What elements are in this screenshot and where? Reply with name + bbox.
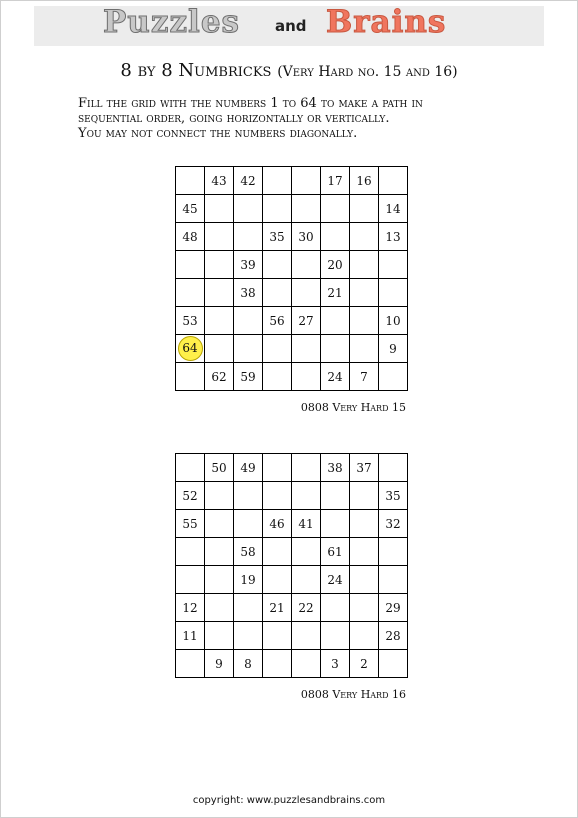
grid-cell[interactable]: 7 xyxy=(350,363,379,391)
logo-puzzles: Puzzles xyxy=(103,4,241,40)
grid-cell[interactable]: 42 xyxy=(234,167,263,195)
grid-cell[interactable]: 55 xyxy=(176,510,205,538)
grid-row xyxy=(176,650,408,678)
grid-cell[interactable]: 38 xyxy=(234,279,263,307)
grid-row xyxy=(176,167,408,195)
grid-cell[interactable] xyxy=(350,251,379,279)
grid-cell[interactable]: 38 xyxy=(321,454,350,482)
grid-cell[interactable]: 9 xyxy=(379,335,408,363)
grid-cell[interactable] xyxy=(263,251,292,279)
grid-cell[interactable] xyxy=(292,167,321,195)
grid-cell[interactable] xyxy=(205,223,234,251)
grid-row xyxy=(176,594,408,622)
grid-row xyxy=(176,622,408,650)
grid-cell[interactable] xyxy=(292,622,321,650)
grid-cell[interactable]: 24 xyxy=(321,566,350,594)
grid-cell[interactable] xyxy=(205,510,234,538)
grid-cell[interactable] xyxy=(263,195,292,223)
grid-cell[interactable] xyxy=(234,335,263,363)
grid-cell[interactable] xyxy=(321,622,350,650)
grid-cell[interactable] xyxy=(292,279,321,307)
title-sub: (Very Hard no. 15 and 16) xyxy=(277,64,458,80)
grid-cell[interactable] xyxy=(176,650,205,678)
grid-cell[interactable] xyxy=(350,307,379,335)
grid-cell[interactable] xyxy=(292,566,321,594)
grid-cell[interactable]: 8 xyxy=(234,650,263,678)
grid-cell[interactable]: 58 xyxy=(234,538,263,566)
grid-cell[interactable]: 62 xyxy=(205,363,234,391)
grid-cell[interactable] xyxy=(205,594,234,622)
grid-cell[interactable] xyxy=(350,538,379,566)
page-title xyxy=(0,60,578,83)
grid-row xyxy=(176,307,408,335)
grid-cell[interactable] xyxy=(292,454,321,482)
grid-cell[interactable] xyxy=(350,195,379,223)
grid-cell[interactable]: 27 xyxy=(292,307,321,335)
grid-cell[interactable] xyxy=(292,650,321,678)
grid-cell[interactable] xyxy=(205,566,234,594)
grid-cell[interactable] xyxy=(379,566,408,594)
logo-brains: Brains xyxy=(326,4,447,40)
grid-cell[interactable] xyxy=(292,251,321,279)
grid-cell[interactable] xyxy=(292,538,321,566)
puzzle-grid-15 xyxy=(175,166,408,391)
grid-cell[interactable] xyxy=(379,279,408,307)
grid-cell[interactable]: 9 xyxy=(205,650,234,678)
grid-cell[interactable]: 41 xyxy=(292,510,321,538)
grid-cell[interactable] xyxy=(234,482,263,510)
grid-cell[interactable] xyxy=(379,454,408,482)
grid-cell[interactable]: 16 xyxy=(350,167,379,195)
grid-cell[interactable] xyxy=(350,279,379,307)
grid-cell[interactable] xyxy=(292,363,321,391)
grid-cell[interactable]: 37 xyxy=(350,454,379,482)
grid-cell[interactable]: 20 xyxy=(321,251,350,279)
grid-cell[interactable] xyxy=(263,622,292,650)
grid-cell[interactable]: 50 xyxy=(205,454,234,482)
grid-cell[interactable]: 2 xyxy=(350,650,379,678)
grid-row xyxy=(176,566,408,594)
grid-cell[interactable] xyxy=(234,594,263,622)
puzzle-grid-16 xyxy=(175,453,408,678)
grid-cell[interactable] xyxy=(205,482,234,510)
grid-cell[interactable] xyxy=(176,251,205,279)
grid-cell[interactable]: 19 xyxy=(234,566,263,594)
grid-cell[interactable] xyxy=(234,510,263,538)
grid-cell[interactable]: 56 xyxy=(263,307,292,335)
grid-cell[interactable]: 17 xyxy=(321,167,350,195)
grid-cell[interactable]: 12 xyxy=(176,594,205,622)
grid-row xyxy=(176,195,408,223)
instruction-line: Fill the grid with the numbers 1 to 64 to make a path in xyxy=(78,96,423,111)
grid-cell[interactable]: 45 xyxy=(176,195,205,223)
grid-cell[interactable] xyxy=(350,566,379,594)
grid-cell[interactable] xyxy=(292,195,321,223)
grid-row xyxy=(176,538,408,566)
grid-cell[interactable] xyxy=(176,454,205,482)
grid-cell[interactable] xyxy=(263,363,292,391)
grid-cell[interactable] xyxy=(176,538,205,566)
grid-cell[interactable]: 46 xyxy=(263,510,292,538)
grid-cell[interactable] xyxy=(379,650,408,678)
grid-cell[interactable] xyxy=(205,307,234,335)
grid-cell[interactable] xyxy=(205,251,234,279)
grid-cell[interactable]: 32 xyxy=(379,510,408,538)
grid-cell[interactable] xyxy=(234,622,263,650)
logo-and: and xyxy=(275,17,307,35)
grid-cell[interactable] xyxy=(350,335,379,363)
grid-cell[interactable] xyxy=(263,482,292,510)
highlighted-number: 64 xyxy=(178,336,203,361)
instruction-line: You may not connect the numbers diagonally. xyxy=(78,126,358,141)
grid-cell[interactable]: 29 xyxy=(379,594,408,622)
grid-row xyxy=(176,279,408,307)
grid-cell[interactable]: 49 xyxy=(234,454,263,482)
grid-cell[interactable] xyxy=(263,279,292,307)
grid-cell[interactable] xyxy=(350,594,379,622)
grid-cell[interactable] xyxy=(350,510,379,538)
grid-row xyxy=(176,482,408,510)
grid-cell[interactable]: 61 xyxy=(321,538,350,566)
title-main: 8 by 8 Numbricks xyxy=(120,60,272,81)
grid-cell[interactable] xyxy=(321,594,350,622)
copyright-footer: copyright: www.puzzlesandbrains.com xyxy=(192,795,386,806)
grid-cell[interactable] xyxy=(292,482,321,510)
grid-cell[interactable] xyxy=(379,251,408,279)
grid-cell[interactable]: 39 xyxy=(234,251,263,279)
grid-row xyxy=(176,335,408,363)
grid-cell[interactable]: 3 xyxy=(321,650,350,678)
grid-cell[interactable] xyxy=(263,167,292,195)
puzzle-label-16: 0808 Very Hard 16 xyxy=(300,688,406,701)
grid-cell[interactable]: 21 xyxy=(263,594,292,622)
grid-cell[interactable] xyxy=(350,482,379,510)
grid-cell[interactable] xyxy=(205,279,234,307)
grid-cell[interactable] xyxy=(379,167,408,195)
grid-cell[interactable]: 13 xyxy=(379,223,408,251)
grid-cell[interactable] xyxy=(379,363,408,391)
grid-cell[interactable] xyxy=(263,538,292,566)
instructions xyxy=(78,96,518,141)
grid-cell[interactable] xyxy=(263,335,292,363)
grid-cell[interactable]: 35 xyxy=(263,223,292,251)
grid-cell[interactable] xyxy=(176,167,205,195)
grid-cell[interactable]: 21 xyxy=(321,279,350,307)
grid-cell[interactable] xyxy=(234,195,263,223)
grid-row xyxy=(176,454,408,482)
grid-cell[interactable] xyxy=(321,307,350,335)
instruction-line: sequential order, going horizontally or vertically. xyxy=(78,111,390,126)
grid-row xyxy=(176,251,408,279)
grid-cell[interactable] xyxy=(205,538,234,566)
grid-cell[interactable] xyxy=(321,482,350,510)
grid-cell[interactable] xyxy=(176,363,205,391)
grid-cell[interactable] xyxy=(205,195,234,223)
grid-cell[interactable] xyxy=(379,538,408,566)
grid-cell[interactable]: 30 xyxy=(292,223,321,251)
grid-cell[interactable]: 43 xyxy=(205,167,234,195)
puzzle-label-15: 0808 Very Hard 15 xyxy=(300,401,406,414)
grid-cell[interactable]: 10 xyxy=(379,307,408,335)
grid-cell[interactable]: 52 xyxy=(176,482,205,510)
grid-cell[interactable]: 35 xyxy=(379,482,408,510)
grid-cell[interactable] xyxy=(350,622,379,650)
grid-cell[interactable] xyxy=(321,510,350,538)
grid-cell[interactable]: 22 xyxy=(292,594,321,622)
grid-cell[interactable]: 28 xyxy=(379,622,408,650)
grid-cell[interactable] xyxy=(321,223,350,251)
grid-cell[interactable]: 59 xyxy=(234,363,263,391)
grid-cell[interactable]: 48 xyxy=(176,223,205,251)
grid-cell[interactable] xyxy=(263,454,292,482)
grid-cell[interactable] xyxy=(292,335,321,363)
grid-cell[interactable] xyxy=(321,335,350,363)
grid-row xyxy=(176,223,408,251)
grid-cell[interactable] xyxy=(263,566,292,594)
grid-cell[interactable] xyxy=(176,279,205,307)
grid-cell[interactable] xyxy=(350,223,379,251)
grid-cell[interactable] xyxy=(321,195,350,223)
grid-cell[interactable]: 24 xyxy=(321,363,350,391)
grid-cell[interactable]: 14 xyxy=(379,195,408,223)
grid-cell[interactable] xyxy=(234,307,263,335)
grid-cell[interactable] xyxy=(263,650,292,678)
grid-cell[interactable]: 53 xyxy=(176,307,205,335)
grid-cell[interactable] xyxy=(205,335,234,363)
grid-cell[interactable] xyxy=(176,566,205,594)
grid-cell[interactable]: 11 xyxy=(176,622,205,650)
grid-cell[interactable] xyxy=(176,335,205,363)
grid-row xyxy=(176,510,408,538)
grid-cell[interactable] xyxy=(205,622,234,650)
grid-cell[interactable] xyxy=(234,223,263,251)
grid-row xyxy=(176,363,408,391)
